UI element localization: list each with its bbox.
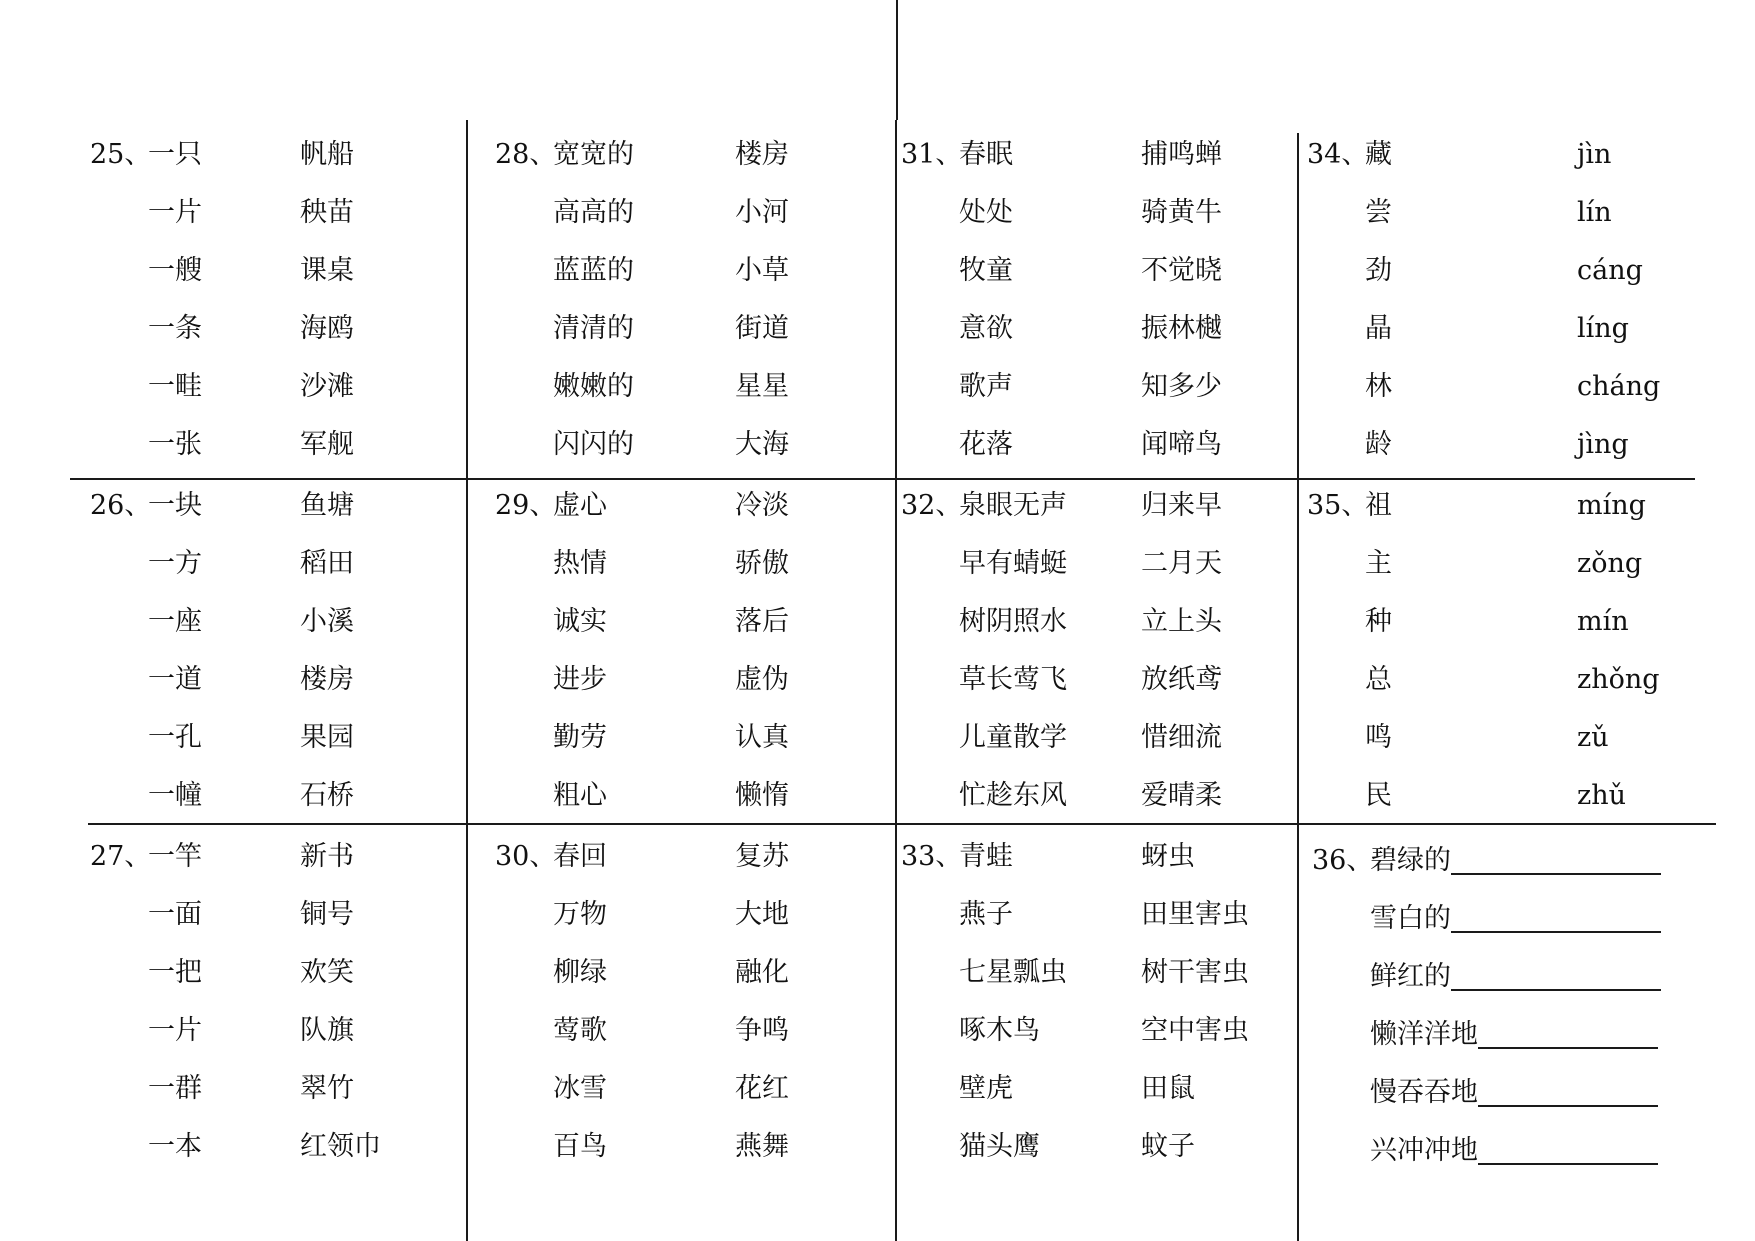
right-word[interactable]: 星星 <box>735 371 789 402</box>
right-word[interactable]: 田鼠 <box>1141 1073 1195 1104</box>
right-word[interactable]: 花红 <box>735 1073 789 1104</box>
left-word[interactable]: 意欲 <box>959 313 1013 344</box>
right-word[interactable]: 闻啼鸟 <box>1141 429 1222 460</box>
fill-in-section <box>1312 841 1712 1171</box>
match-row <box>1307 135 1707 175</box>
prompt-word: 雪白的 <box>1370 899 1661 939</box>
question-number: 25、 <box>90 139 152 170</box>
question-number: 26、 <box>90 490 152 521</box>
right-word[interactable]: zǒng <box>1577 548 1643 579</box>
match-row <box>495 135 895 175</box>
match-row <box>1307 718 1707 758</box>
left-word[interactable]: 一片 <box>148 197 202 228</box>
left-word[interactable]: 一把 <box>148 957 202 988</box>
match-row <box>901 660 1301 700</box>
exercise-section <box>1307 135 1707 465</box>
right-word[interactable]: 争鸣 <box>735 1015 789 1046</box>
right-word[interactable]: 军舰 <box>300 429 354 460</box>
left-word[interactable]: 儿童散学 <box>959 722 1067 753</box>
fill-row <box>1312 1131 1712 1171</box>
right-word[interactable]: 二月天 <box>1141 548 1222 579</box>
right-word[interactable]: 街道 <box>735 313 789 344</box>
right-word[interactable]: 翠竹 <box>300 1073 354 1104</box>
match-row <box>901 309 1301 349</box>
match-row <box>90 135 490 175</box>
right-word[interactable]: 骑黄牛 <box>1141 197 1222 228</box>
left-word[interactable]: 总 <box>1365 664 1392 695</box>
answer-blank[interactable] <box>1478 1131 1658 1165</box>
left-word[interactable]: 龄 <box>1365 429 1392 460</box>
match-row <box>90 309 490 349</box>
left-word[interactable]: 一本 <box>148 1131 202 1162</box>
left-word[interactable]: 花落 <box>959 429 1013 460</box>
right-word[interactable]: 铜号 <box>300 899 354 930</box>
answer-blank[interactable] <box>1451 841 1661 875</box>
match-row <box>90 718 490 758</box>
match-row <box>901 837 1301 877</box>
left-word[interactable]: 尝 <box>1365 197 1392 228</box>
match-row <box>90 425 490 465</box>
right-word[interactable]: 融化 <box>735 957 789 988</box>
right-word[interactable]: 蚜虫 <box>1141 841 1195 872</box>
left-word[interactable]: 一道 <box>148 664 202 695</box>
right-word[interactable]: 鱼塘 <box>300 490 354 521</box>
match-row <box>1307 776 1707 816</box>
question-number: 30、 <box>495 841 557 872</box>
match-row <box>1307 660 1707 700</box>
left-word[interactable]: 啄木鸟 <box>959 1015 1040 1046</box>
match-row <box>495 367 895 407</box>
match-row <box>90 367 490 407</box>
answer-blank[interactable] <box>1451 899 1661 933</box>
match-row <box>1307 602 1707 642</box>
match-row <box>901 953 1301 993</box>
right-word[interactable]: 惜细流 <box>1141 722 1222 753</box>
right-word[interactable]: 田里害虫 <box>1141 899 1249 930</box>
left-word[interactable]: 一块 <box>148 490 202 521</box>
left-word[interactable]: 嫩嫩的 <box>553 371 634 402</box>
question-number: 33、 <box>901 841 963 872</box>
answer-blank[interactable] <box>1478 1015 1658 1049</box>
divider-horizontal-1 <box>70 478 1695 480</box>
match-row <box>90 486 490 526</box>
left-word[interactable]: 七星瓢虫 <box>959 957 1067 988</box>
question-number: 27、 <box>90 841 152 872</box>
fill-row <box>1312 841 1712 881</box>
match-row <box>495 1069 895 1109</box>
match-row <box>901 193 1301 233</box>
question-number: 28、 <box>495 139 557 170</box>
match-row <box>901 135 1301 175</box>
left-word[interactable]: 藏 <box>1365 139 1392 170</box>
right-word[interactable]: 小河 <box>735 197 789 228</box>
match-row <box>90 251 490 291</box>
exercise-section <box>1307 486 1707 816</box>
left-word[interactable]: 青蛙 <box>959 841 1013 872</box>
left-word[interactable]: 牧童 <box>959 255 1013 286</box>
left-word[interactable]: 清清的 <box>553 313 634 344</box>
match-row <box>90 1127 490 1167</box>
match-row <box>901 544 1301 584</box>
left-word[interactable]: 种 <box>1365 606 1392 637</box>
right-word[interactable]: 蚊子 <box>1141 1131 1195 1162</box>
exercise-section <box>901 135 1301 465</box>
exercise-section <box>90 837 490 1167</box>
left-word[interactable]: 一座 <box>148 606 202 637</box>
question-number: 29、 <box>495 490 557 521</box>
fill-row <box>1312 1015 1712 1055</box>
exercise-section <box>495 837 895 1167</box>
match-row <box>90 953 490 993</box>
left-word[interactable]: 春回 <box>553 841 607 872</box>
exercise-section <box>495 486 895 816</box>
right-word[interactable]: cháng <box>1577 371 1661 402</box>
match-row <box>495 718 895 758</box>
right-word[interactable]: 捕鸣蝉 <box>1141 139 1222 170</box>
right-word[interactable]: 懒惰 <box>735 780 789 811</box>
match-row <box>1307 544 1707 584</box>
right-word[interactable]: 海鸥 <box>300 313 354 344</box>
right-word[interactable]: 小草 <box>735 255 789 286</box>
right-word[interactable]: 空中害虫 <box>1141 1015 1249 1046</box>
right-word[interactable]: líng <box>1577 313 1629 344</box>
left-word[interactable]: 万物 <box>553 899 607 930</box>
left-word[interactable]: 一片 <box>148 1015 202 1046</box>
question-number: 35、 <box>1307 490 1369 521</box>
left-word[interactable]: 高高的 <box>553 197 634 228</box>
right-word[interactable]: 不觉晓 <box>1141 255 1222 286</box>
right-word[interactable]: 大海 <box>735 429 789 460</box>
right-word[interactable]: 课桌 <box>300 255 354 286</box>
left-word[interactable]: 歌声 <box>959 371 1013 402</box>
right-word[interactable]: 楼房 <box>300 664 354 695</box>
prompt-word: 鲜红的 <box>1370 957 1661 997</box>
left-word[interactable]: 冰雪 <box>553 1073 607 1104</box>
match-row <box>495 1011 895 1051</box>
right-word[interactable]: 骄傲 <box>735 548 789 579</box>
right-word[interactable]: 队旗 <box>300 1015 354 1046</box>
match-row <box>901 251 1301 291</box>
left-word[interactable]: 主 <box>1365 548 1392 579</box>
right-word[interactable]: 放纸鸢 <box>1141 664 1222 695</box>
right-word[interactable]: 红领巾 <box>300 1131 381 1162</box>
match-row <box>495 486 895 526</box>
left-word[interactable]: 一竿 <box>148 841 202 872</box>
question-number: 36、 <box>1312 845 1374 876</box>
match-row <box>90 1011 490 1051</box>
match-row <box>901 718 1301 758</box>
question-number: 34、 <box>1307 139 1369 170</box>
right-word[interactable]: 楼房 <box>735 139 789 170</box>
left-word[interactable]: 诚实 <box>553 606 607 637</box>
match-row <box>495 309 895 349</box>
match-row <box>90 660 490 700</box>
left-word[interactable]: 林 <box>1365 371 1392 402</box>
match-row <box>1307 367 1707 407</box>
right-word[interactable]: 复苏 <box>735 841 789 872</box>
match-row <box>90 837 490 877</box>
exercise-section <box>90 135 490 465</box>
left-word[interactable]: 闪闪的 <box>553 429 634 460</box>
exercise-section <box>901 837 1301 1167</box>
left-word[interactable]: 一张 <box>148 429 202 460</box>
right-word[interactable]: jìng <box>1577 429 1629 460</box>
left-word[interactable]: 忙趁东风 <box>959 780 1067 811</box>
match-row <box>495 544 895 584</box>
left-word[interactable]: 壁虎 <box>959 1073 1013 1104</box>
left-word[interactable]: 一畦 <box>148 371 202 402</box>
left-word[interactable]: 一条 <box>148 313 202 344</box>
right-word[interactable]: 小溪 <box>300 606 354 637</box>
divider-vertical-2 <box>895 120 897 1241</box>
left-word[interactable]: 一艘 <box>148 255 202 286</box>
prompt-word: 懒洋洋地 <box>1370 1015 1658 1055</box>
match-row <box>495 660 895 700</box>
left-word[interactable]: 进步 <box>553 664 607 695</box>
left-word[interactable]: 虚心 <box>553 490 607 521</box>
match-row <box>90 895 490 935</box>
left-word[interactable]: 一孔 <box>148 722 202 753</box>
fill-row <box>1312 957 1712 997</box>
match-row <box>1307 309 1707 349</box>
right-word[interactable]: 新书 <box>300 841 354 872</box>
right-word[interactable]: jìn <box>1577 139 1612 170</box>
exercise-section <box>495 135 895 465</box>
left-word[interactable]: 一幢 <box>148 780 202 811</box>
left-word[interactable]: 晶 <box>1365 313 1392 344</box>
match-row <box>1307 193 1707 233</box>
fill-row <box>1312 1073 1712 1113</box>
left-word[interactable]: 猫头鹰 <box>959 1131 1040 1162</box>
left-word[interactable]: 蓝蓝的 <box>553 255 634 286</box>
left-word[interactable]: 早有蜻蜓 <box>959 548 1067 579</box>
right-word[interactable]: 虚伪 <box>735 664 789 695</box>
left-word[interactable]: 一群 <box>148 1073 202 1104</box>
match-row <box>1307 425 1707 465</box>
match-row <box>901 425 1301 465</box>
left-word[interactable]: 一面 <box>148 899 202 930</box>
right-word[interactable]: lín <box>1577 197 1612 228</box>
left-word[interactable]: 泉眼无声 <box>959 490 1067 521</box>
right-word[interactable]: zhǒng <box>1577 664 1660 695</box>
match-row <box>495 895 895 935</box>
right-word[interactable]: 石桥 <box>300 780 354 811</box>
right-word[interactable]: 知多少 <box>1141 371 1222 402</box>
match-row <box>1307 251 1707 291</box>
right-word[interactable]: 沙滩 <box>300 371 354 402</box>
prompt-word: 碧绿的 <box>1370 841 1661 881</box>
match-row <box>901 1127 1301 1167</box>
right-word[interactable]: 果园 <box>300 722 354 753</box>
right-word[interactable]: 秧苗 <box>300 197 354 228</box>
match-row <box>901 1069 1301 1109</box>
right-word[interactable]: 树干害虫 <box>1141 957 1249 988</box>
left-word[interactable]: 鸣 <box>1365 722 1392 753</box>
right-word[interactable]: 稻田 <box>300 548 354 579</box>
left-word[interactable]: 草长莺飞 <box>959 664 1067 695</box>
right-word[interactable]: míng <box>1577 490 1646 521</box>
right-word[interactable]: zǔ <box>1577 722 1609 753</box>
match-row <box>495 193 895 233</box>
right-word[interactable]: 振林樾 <box>1141 313 1222 344</box>
left-word[interactable]: 勤劳 <box>553 722 607 753</box>
left-word[interactable]: 处处 <box>959 197 1013 228</box>
right-word[interactable]: 燕舞 <box>735 1131 789 1162</box>
right-word[interactable]: 欢笑 <box>300 957 354 988</box>
match-row <box>90 1069 490 1109</box>
right-word[interactable]: 冷淡 <box>735 490 789 521</box>
match-row <box>901 486 1301 526</box>
right-word[interactable]: 归来早 <box>1141 490 1222 521</box>
left-word[interactable]: 柳绿 <box>553 957 607 988</box>
left-word[interactable]: 宽宽的 <box>553 139 634 170</box>
right-word[interactable]: 大地 <box>735 899 789 930</box>
match-row <box>495 1127 895 1167</box>
right-word[interactable]: cáng <box>1577 255 1643 286</box>
match-row <box>90 776 490 816</box>
left-word[interactable]: 一方 <box>148 548 202 579</box>
answer-blank[interactable] <box>1451 957 1661 991</box>
right-word[interactable]: mín <box>1577 606 1629 637</box>
match-row <box>90 544 490 584</box>
answer-blank[interactable] <box>1478 1073 1658 1107</box>
left-word[interactable]: 劲 <box>1365 255 1392 286</box>
right-word[interactable]: 帆船 <box>300 139 354 170</box>
left-word[interactable]: 莺歌 <box>553 1015 607 1046</box>
match-row <box>495 425 895 465</box>
match-row <box>901 776 1301 816</box>
left-word[interactable]: 一只 <box>148 139 202 170</box>
left-word[interactable]: 树阴照水 <box>959 606 1067 637</box>
match-row <box>90 602 490 642</box>
fill-row <box>1312 899 1712 939</box>
question-number: 31、 <box>901 139 963 170</box>
right-word[interactable]: 认真 <box>735 722 789 753</box>
match-row <box>901 602 1301 642</box>
prompt-word: 慢吞吞地 <box>1370 1073 1658 1113</box>
right-word[interactable]: 爱晴柔 <box>1141 780 1222 811</box>
match-row <box>901 367 1301 407</box>
left-word[interactable]: 粗心 <box>553 780 607 811</box>
match-row <box>495 602 895 642</box>
exercise-section <box>901 486 1301 816</box>
match-row <box>1307 486 1707 526</box>
left-word[interactable]: 燕子 <box>959 899 1013 930</box>
match-row <box>901 1011 1301 1051</box>
right-word[interactable]: 落后 <box>735 606 789 637</box>
question-number: 32、 <box>901 490 963 521</box>
divider-horizontal-2 <box>88 823 1716 825</box>
right-word[interactable]: 立上头 <box>1141 606 1222 637</box>
right-word[interactable]: zhǔ <box>1577 780 1627 811</box>
left-word[interactable]: 春眠 <box>959 139 1013 170</box>
match-row <box>495 251 895 291</box>
match-row <box>495 837 895 877</box>
match-row <box>90 193 490 233</box>
left-word[interactable]: 百鸟 <box>553 1131 607 1162</box>
match-row <box>901 895 1301 935</box>
left-word[interactable]: 民 <box>1365 780 1392 811</box>
left-word[interactable]: 热情 <box>553 548 607 579</box>
match-row <box>495 953 895 993</box>
divider-vertical-top <box>896 0 898 120</box>
exercise-section <box>90 486 490 816</box>
match-row <box>495 776 895 816</box>
prompt-word: 兴冲冲地 <box>1370 1131 1658 1171</box>
left-word[interactable]: 祖 <box>1365 490 1392 521</box>
